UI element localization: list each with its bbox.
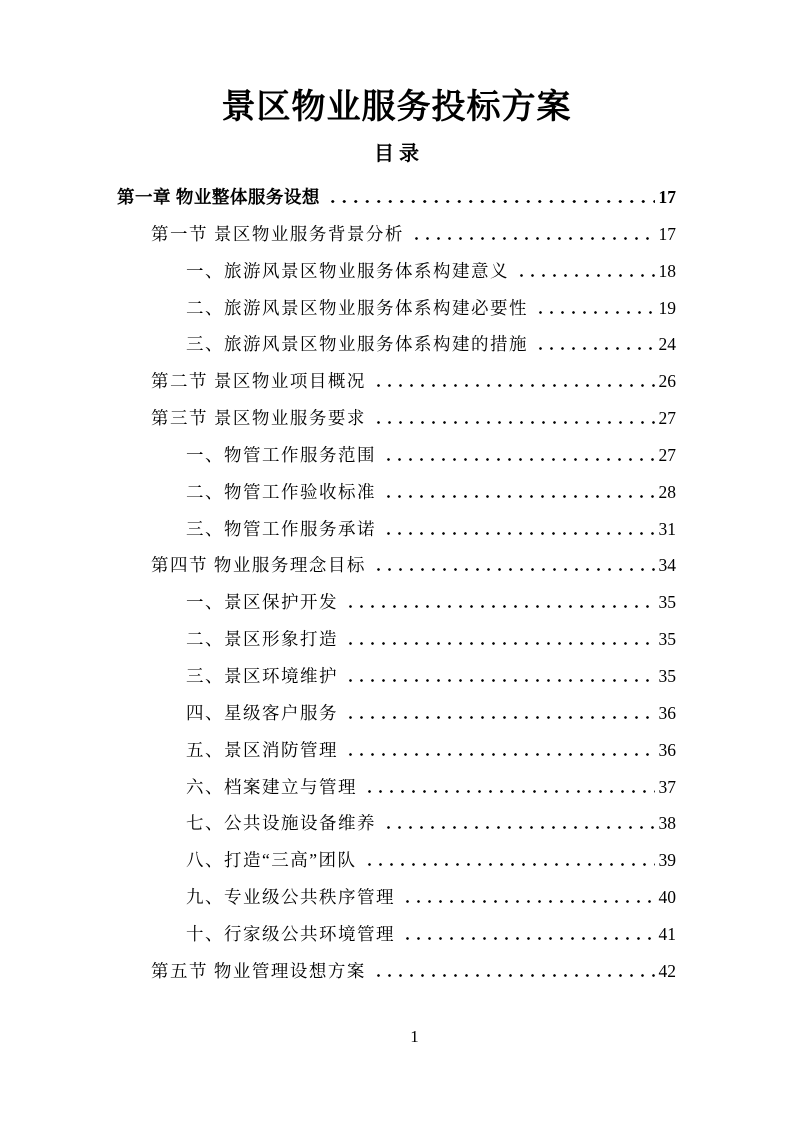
toc-entry-label: 七、公共设施设备维养 — [186, 813, 376, 834]
toc-entry-page: 17 — [658, 223, 676, 244]
toc-leader-dots — [345, 595, 655, 608]
document-title: 景区物业服务投标方案 — [221, 89, 572, 126]
toc-entry[interactable] — [117, 584, 676, 621]
toc-entry-page: 18 — [658, 260, 676, 281]
toc-entry[interactable] — [117, 916, 676, 953]
toc-entry-label: 第三节 景区物业服务要求 — [151, 408, 366, 429]
toc-entry-page: 40 — [658, 887, 676, 908]
toc-entry-label: 四、星级客户服务 — [186, 702, 338, 723]
toc-leader-dots — [345, 706, 655, 719]
toc-leader-dots — [345, 743, 655, 756]
toc-entry-page: 37 — [658, 776, 676, 797]
toc-leader-dots — [516, 264, 655, 277]
toc-leader-dots — [383, 448, 655, 461]
toc-leader-dots — [535, 337, 655, 350]
toc-entry-page: 28 — [658, 481, 676, 502]
toc-entry-label: 五、景区消防管理 — [186, 739, 338, 760]
toc-entry-page: 36 — [658, 739, 676, 760]
toc-entry-page: 27 — [658, 408, 676, 429]
toc-entry-label: 一、物管工作服务范围 — [186, 444, 376, 465]
toc-leader-dots — [383, 485, 655, 498]
toc-leader-dots — [345, 669, 655, 682]
toc-entry-page: 41 — [658, 923, 676, 944]
toc-entry-page: 35 — [658, 665, 676, 686]
toc-entry[interactable] — [117, 400, 676, 437]
toc-leader-dots — [327, 190, 655, 203]
toc-entry-page: 34 — [658, 555, 676, 576]
toc-entry-page: 38 — [658, 813, 676, 834]
toc-entry-label: 二、景区形象打造 — [186, 629, 338, 650]
toc-entry-page: 35 — [658, 629, 676, 650]
toc-entry[interactable] — [117, 253, 676, 290]
toc-entry-page: 17 — [658, 187, 676, 207]
toc-entry[interactable] — [117, 842, 676, 879]
toc-entry-page: 27 — [658, 444, 676, 465]
toc-entry-label: 第一节 景区物业服务背景分析 — [151, 223, 404, 244]
toc-entry-page: 35 — [658, 592, 676, 613]
toc-entry[interactable] — [117, 290, 676, 327]
toc-leader-dots — [383, 816, 655, 829]
toc-entry[interactable] — [117, 511, 676, 548]
toc-entry-label: 第一章 物业整体服务设想 — [117, 187, 320, 207]
toc-entry[interactable] — [117, 879, 676, 916]
toc-entry[interactable] — [117, 474, 676, 511]
toc-leader-dots — [411, 227, 655, 240]
page-footer — [0, 1026, 793, 1048]
toc-leader-dots — [364, 780, 655, 793]
toc-leader-dots — [345, 632, 655, 645]
toc-entry-label: 二、物管工作验收标准 — [186, 481, 376, 502]
toc-entry-label: 第四节 物业服务理念目标 — [151, 555, 366, 576]
toc-entry[interactable] — [117, 363, 676, 400]
toc-entry-label: 八、打造“三高”团队 — [186, 850, 357, 871]
toc-leader-dots — [373, 374, 655, 387]
toc-entry[interactable] — [117, 621, 676, 658]
toc-entry[interactable] — [117, 658, 676, 695]
footer-page-number: 1 — [410, 1027, 419, 1046]
toc-entry-label: 三、景区环境维护 — [186, 665, 338, 686]
toc-entry-label: 一、旅游风景区物业服务体系构建意义 — [186, 260, 509, 281]
toc-entry-page: 31 — [658, 518, 676, 539]
toc-entry[interactable] — [117, 179, 676, 216]
toc-entry[interactable] — [117, 769, 676, 806]
toc-heading: 目 录 — [374, 143, 419, 165]
toc-entry-page: 39 — [658, 850, 676, 871]
toc-entry-label: 九、专业级公共秩序管理 — [186, 887, 395, 908]
toc-entry-page: 42 — [658, 960, 676, 981]
toc-entry-page: 24 — [658, 334, 676, 355]
toc-entry[interactable] — [117, 805, 676, 842]
toc-leader-dots — [402, 927, 655, 940]
toc-entry[interactable] — [117, 437, 676, 474]
toc-leader-dots — [364, 853, 655, 866]
toc-entry-label: 三、旅游风景区物业服务体系构建的措施 — [186, 334, 528, 355]
toc-entry-label: 二、旅游风景区物业服务体系构建必要性 — [186, 297, 528, 318]
toc-entry-label: 第五节 物业管理设想方案 — [151, 960, 366, 981]
toc-entry-label: 六、档案建立与管理 — [186, 776, 357, 797]
toc-leader-dots — [373, 558, 655, 571]
toc-leader-dots — [402, 890, 655, 903]
toc-entry[interactable] — [117, 953, 676, 990]
toc-entry[interactable] — [117, 216, 676, 253]
toc-entry-label: 三、物管工作服务承诺 — [186, 518, 376, 539]
toc-leader-dots — [373, 964, 655, 977]
toc-leader-dots — [373, 411, 655, 424]
toc-entry-label: 十、行家级公共环境管理 — [186, 923, 395, 944]
toc-entry-page: 36 — [658, 702, 676, 723]
toc-entry[interactable] — [117, 547, 676, 584]
toc-leader-dots — [535, 301, 655, 314]
toc-leader-dots — [383, 522, 655, 535]
toc-entry[interactable] — [117, 326, 676, 363]
toc-list — [117, 179, 676, 990]
toc-entry[interactable] — [117, 695, 676, 732]
toc-entry[interactable] — [117, 732, 676, 769]
toc-entry-page: 26 — [658, 371, 676, 392]
toc-entry-label: 一、景区保护开发 — [186, 592, 338, 613]
toc-entry-label: 第二节 景区物业项目概况 — [151, 371, 366, 392]
toc-entry-page: 19 — [658, 297, 676, 318]
